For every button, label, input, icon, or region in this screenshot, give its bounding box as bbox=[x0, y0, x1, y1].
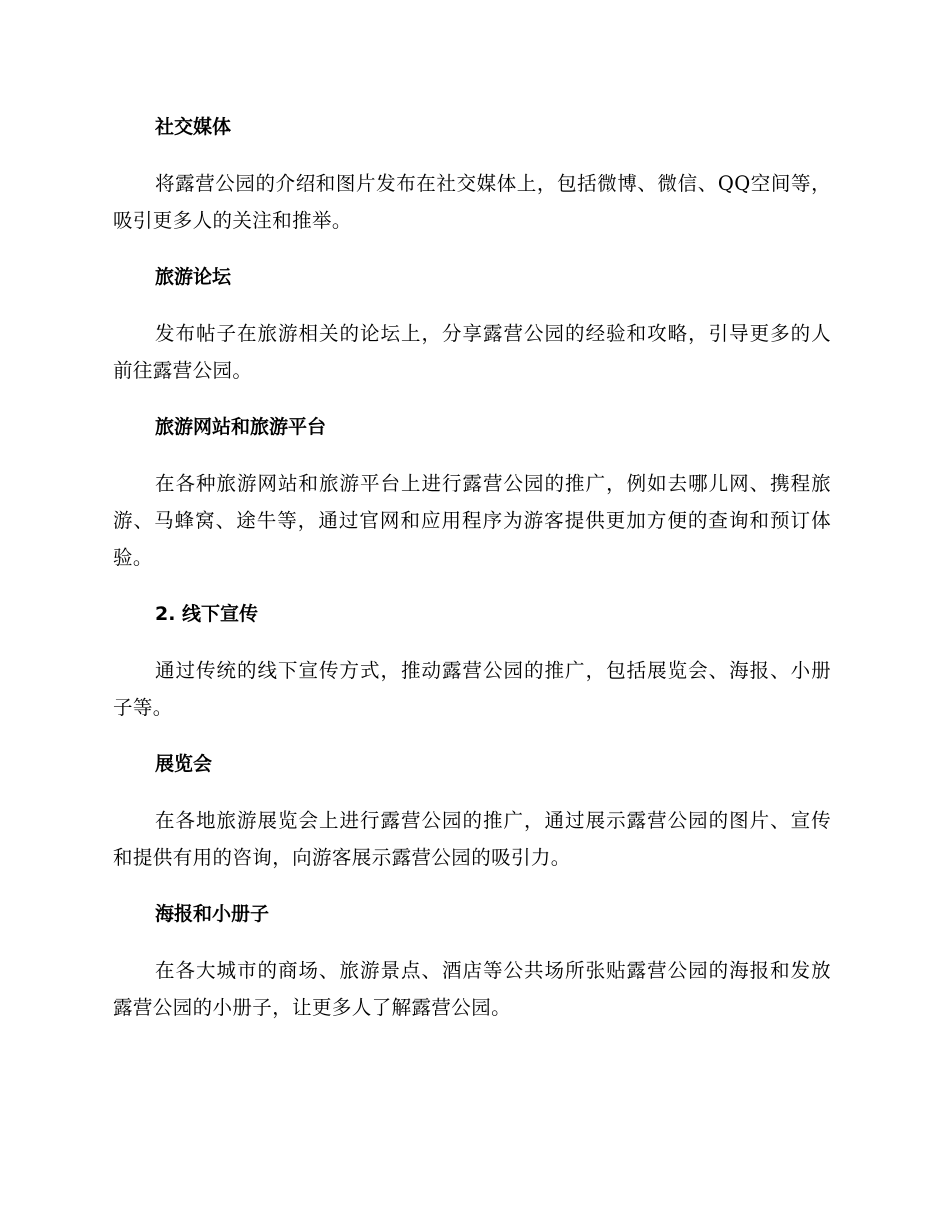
section-heading-social-media: 社交媒体 bbox=[155, 116, 232, 138]
section-text-travel-forum: 发布帖子在旅游相关的论坛上，分享露营公园的经验和攻略，引导更多的人前往露营公园。 bbox=[113, 322, 831, 382]
section-text-offline-promotion: 通过传统的线下宣传方式，推动露营公园的推广，包括展览会、海报、小册子等。 bbox=[113, 659, 831, 719]
section-text-exhibition: 在各地旅游展览会上进行露营公园的推广，通过展示露营公园的图片、宣传和提供有用的咨询，向游客展示露营公园的吸引力。 bbox=[113, 809, 831, 869]
section-text-travel-platforms: 在各种旅游网站和旅游平台上进行露营公园的推广，例如去哪儿网、携程旅游、马蜂窝、途牛等，通过官网和应用程序为游客提供更加方便的查询和预订体验。 bbox=[113, 472, 831, 569]
section-heading-posters-brochures: 海报和小册子 bbox=[155, 903, 270, 925]
section-heading-exhibition: 展览会 bbox=[155, 753, 213, 775]
section-heading-travel-platforms: 旅游网站和旅游平台 bbox=[155, 416, 327, 438]
section-heading-travel-forum: 旅游论坛 bbox=[155, 266, 232, 288]
document-body bbox=[113, 109, 831, 1046]
section-heading-offline-promotion: 2. 线下宣传 bbox=[155, 603, 259, 625]
section-text-posters-brochures: 在各大城市的商场、旅游景点、酒店等公共场所张贴露营公园的海报和发放露营公园的小册子，让更多人了解露营公园。 bbox=[113, 959, 831, 1019]
section-text-social-media: 将露营公园的介绍和图片发布在社交媒体上，包括微博、微信、QQ空间等，吸引更多人的关注和推举。 bbox=[113, 172, 831, 232]
